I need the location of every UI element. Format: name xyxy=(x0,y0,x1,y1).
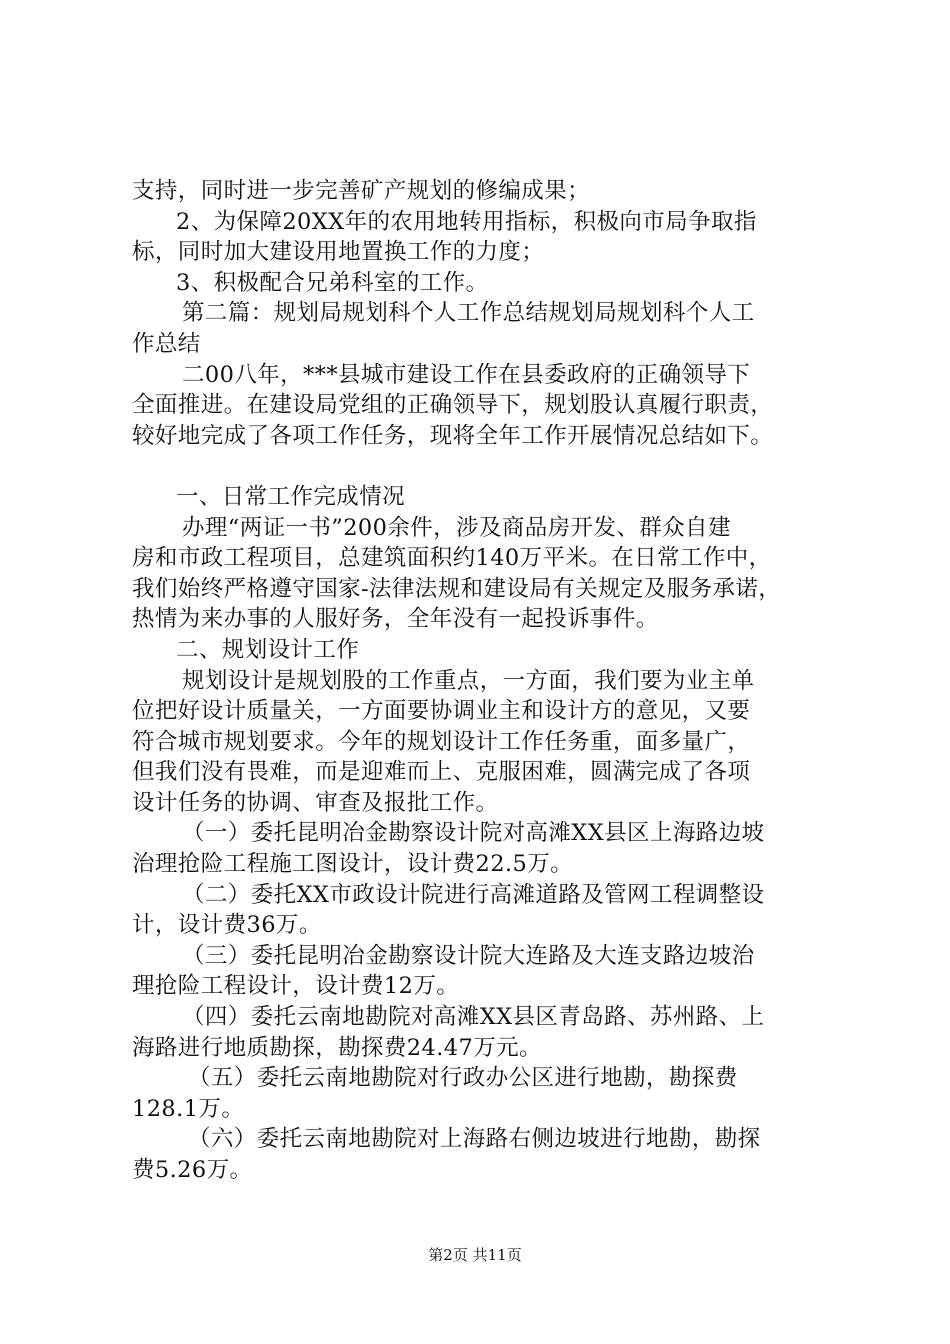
list-item: （三）委托昆明冶金勘察设计院大连路及大连支路边坡治 xyxy=(182,942,755,969)
page-number-footer: 第2页 共11页 xyxy=(428,1246,522,1264)
subsection-heading: 一、日常工作完成情况 xyxy=(176,483,406,510)
text-line: 设计任务的协调、审查及报批工作。 xyxy=(132,789,499,816)
list-item: （二）委托XX市政设计院进行高滩道路及管网工程调整设 xyxy=(182,881,765,908)
text-line: 热情为来办事的人服好务，全年没有一起投诉事件。 xyxy=(132,606,659,633)
text-line: 全面推进。在建设局党组的正确领导下，规划股认真履行职责， xyxy=(132,392,774,419)
list-item: （六）委托云南地勘院对上海路右侧边坡进行地勘，勘探 xyxy=(188,1126,761,1153)
document-body xyxy=(132,176,832,1186)
text-line: 支持，同时进一步完善矿产规划的修编成果； xyxy=(132,178,591,204)
paragraph-gap xyxy=(132,451,832,482)
text-line: 位把好设计质量关，一方面要协调业主和设计方的意见，又要 xyxy=(132,698,751,725)
text-line: 房和市政工程项目，总建筑面积约140万平米。在日常工作中， xyxy=(132,545,772,572)
text-line: 较好地完成了各项工作任务，现将全年工作开展情况总结如下。 xyxy=(132,422,774,449)
list-item-continued: 计，设计费36万。 xyxy=(132,912,322,939)
text-line: 我们始终严格遵守国家-法律法规和建设局有关规定及服务承诺， xyxy=(132,575,782,602)
text-line: 二00八年，***县城市建设工作在县委政府的正确领导下 xyxy=(182,361,751,388)
section-heading-continued: 作总结 xyxy=(132,330,201,357)
section-heading: 第二篇：规划局规划科个人工作总结规划局规划科个人工 xyxy=(182,300,755,327)
text-line: 2、为保障20XX年的农用地转用指标，积极向市局争取指 xyxy=(176,208,757,235)
text-line: 但我们没有畏难，而是迎难而上、克服困难，圆满完成了各项 xyxy=(132,759,751,786)
list-item: （四）委托云南地勘院对高滩XX县区青岛路、苏州路、上 xyxy=(182,1004,765,1031)
list-item: （一）委托昆明冶金勘察设计院对高滩XX县区上海路边坡 xyxy=(182,820,765,847)
text-line: 办理“两证一书”200余件，涉及商品房开发、群众自建 xyxy=(182,514,731,541)
text-line: 3、积极配合兄弟科室的工作。 xyxy=(176,269,489,296)
text-line: 符合城市规划要求。今年的规划设计工作任务重，面多量广， xyxy=(132,728,751,755)
list-item-continued: 费5.26万。 xyxy=(132,1157,253,1183)
list-item-continued: 理抢险工程设计，设计费12万。 xyxy=(132,973,460,1000)
list-item-continued: 128.1万。 xyxy=(132,1095,245,1122)
list-item: （五）委托云南地勘院对行政办公区进行地勘，勘探费 xyxy=(188,1065,738,1092)
list-item-continued: 海路进行地质勘探，勘探费24.47万元。 xyxy=(132,1034,542,1061)
text-line: 标，同时加大建设用地置换工作的力度； xyxy=(132,239,545,266)
list-item-continued: 治理抢险工程施工图设计，设计费22.5万。 xyxy=(132,851,573,878)
text-line: 规划设计是规划股的工作重点，一方面，我们要为业主单 xyxy=(182,667,755,694)
subsection-heading: 二、规划设计工作 xyxy=(176,636,360,663)
